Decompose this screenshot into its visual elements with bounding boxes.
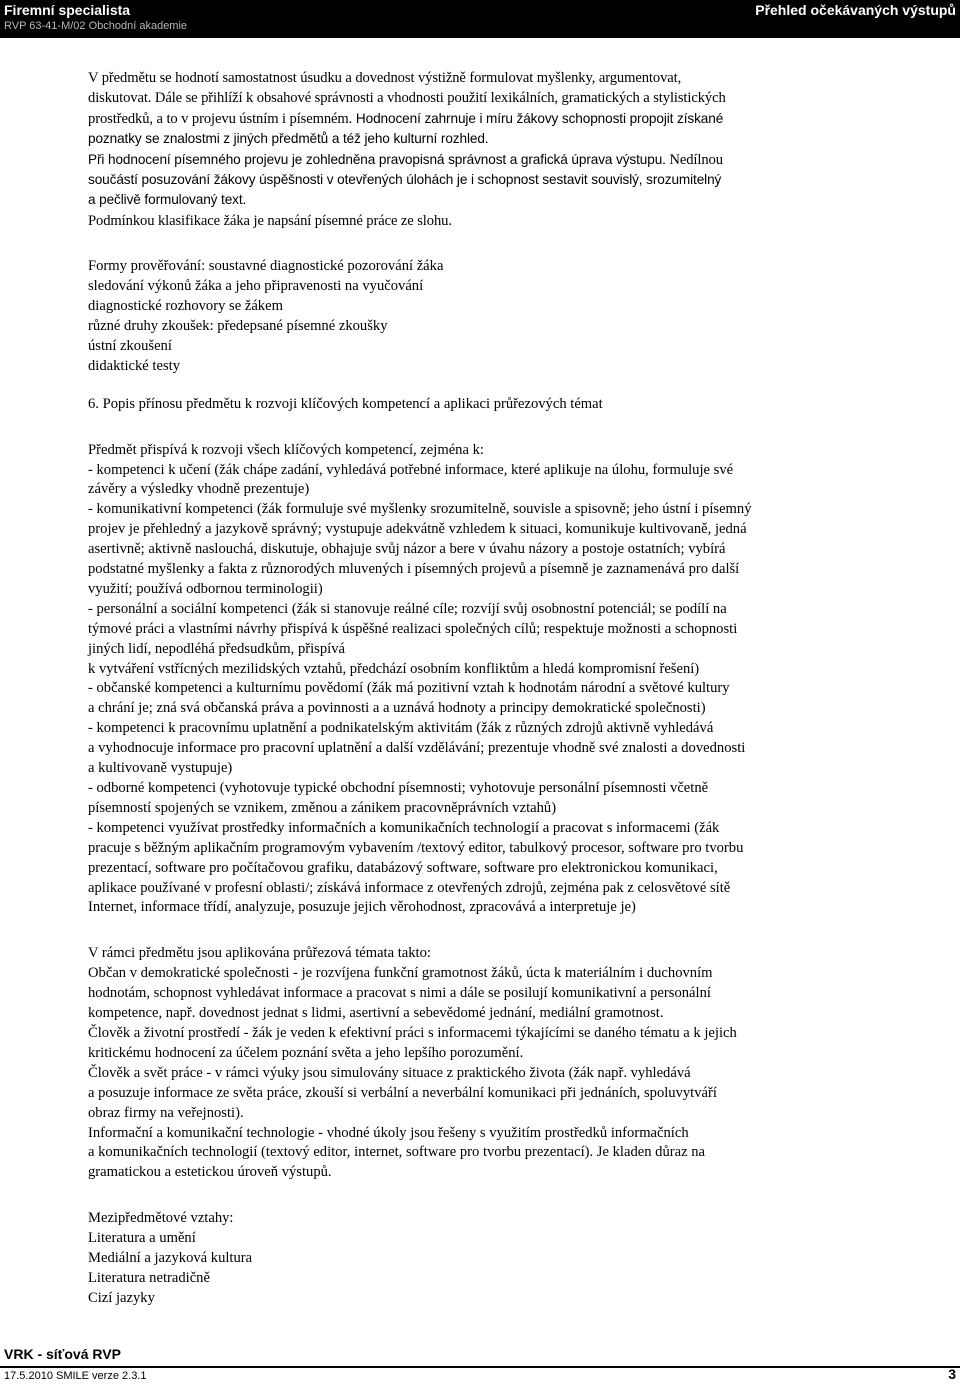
list-item: Cizí jazyky xyxy=(88,1289,155,1306)
text-line: V předmětu se hodnotí samostatnost úsudku a dovednost výstižně formulovat myšlenky, argumentovat, xyxy=(88,70,682,86)
text-line: pracuje s běžným aplikačním programovým vybavením /textový editor, tabulkový procesor, software pro tvorbu xyxy=(88,839,744,856)
footer-divider xyxy=(0,1366,960,1368)
text-line: - personální a sociální kompetenci (žák si stanovuje reálné cíle; rozvíjí svůj osobnostní potenciál; se podílí na xyxy=(88,600,727,617)
text-line: Internet, informace třídí, analyzuje, posuzuje jejich věrohodnost, zpracovává a interpretuje je) xyxy=(88,899,636,916)
text-line: kompetence, např. dovednost jednat s lidmi, asertivní a sebevědomé jednání, mediální gramotnost. xyxy=(88,1005,664,1022)
text-line: Občan v demokratické společnosti - je rozvíjena funkční gramotnost žáků, úcta k materiálním i duchovním xyxy=(88,965,713,982)
list-item: Formy prověřování: soustavné diagnostické pozorování žáka xyxy=(88,258,444,275)
footer-title: VRK - síťová RVP xyxy=(4,1346,121,1362)
assessment-forms xyxy=(88,257,878,376)
list-item: Literatura a umění xyxy=(88,1230,196,1247)
text-line: Podmínkou klasifikace žáka je napsání písemné práce ze slohu. xyxy=(88,212,452,229)
text-line: k vytváření vstřícných mezilidských vztahů, předchází osobním konfliktům a hledá kompromisní řešení) xyxy=(88,660,700,677)
text-line: Člověk a svět práce - v rámci výuky jsou simulovány situace z praktického života (žák např. vyhledává xyxy=(88,1064,691,1081)
list-item: didaktické testy xyxy=(88,357,180,374)
text-line: - kompetenci využívat prostředky informačních a komunikačních technologií a pracovat s informacemi (žák xyxy=(88,819,720,836)
text-line: a chrání je; zná svá občanská práva a povinnosti a a uznává hodnoty a principy demokratické společnosti) xyxy=(88,700,706,717)
text-line: podstatné myšlenky a fakta z různorodých mluvených i písemných projevů a písemně je zaznamenává pro další xyxy=(88,561,740,578)
competences-paragraph xyxy=(88,441,878,919)
text-segment: Hodnocení zahrnuje i míru žákovy schopnosti propojit získané xyxy=(352,110,724,126)
text-line: - odborné kompetenci (vyhotovuje typické obchodní písemnosti; vyhotovuje personální písemnosti včetně xyxy=(88,780,709,796)
text-line: a vyhodnocuje informace pro pracovní uplatnění a další vzdělávání; prezentuje vhodně své znalosti a dovednosti xyxy=(88,740,746,757)
text-line: a kultivovaně vystupuje) xyxy=(88,760,233,777)
text-line: - kompetenci k pracovnímu uplatnění a podnikatelským aktivitám (žák z různých zdrojů aktivně vyhledává xyxy=(88,720,714,737)
text-line: diskutovat. Dále se přihlíží k obsahové správnosti a vhodnosti použití lexikálních, gramatických a stylistických xyxy=(88,90,726,107)
text-line: Mezipředmětové vztahy: xyxy=(88,1210,234,1227)
text-line: kritickému hodnocení za účelem poznání světa a jeho lepšího porozumění. xyxy=(88,1044,524,1061)
text-line: písemností spojených se vznikem, změnou a zánikem pracovněprávních vztahů) xyxy=(88,799,557,816)
section-heading: 6. Popis přínosu předmětu k rozvoji klíčových kompetencí a aplikaci průřezových témat xyxy=(88,395,603,412)
text-line: asertivně; aktivně naslouchá, diskutuje, obhajuje svůj názor a bere v úvahu názory a postoje ostatních; vybírá xyxy=(88,541,726,558)
text-line: aplikace používané v profesní oblasti/; získává informace z otevřených zdrojů, zejména pak z celosvětové sítě xyxy=(88,879,731,896)
text-line: projev je přehledný a jazykově správný; vystupuje adekvátně vzhledem k situaci, komunikuje kultivovaně, jedná xyxy=(88,521,747,538)
text-line: závěry a výsledky vhodně prezentuje) xyxy=(88,481,310,498)
cross-curricular-themes xyxy=(88,944,878,1183)
text-line: hodnotám, schopnost vyhledávat informace a pracovat s nimi a dále se posilují komunikativní a personální xyxy=(88,985,711,1002)
list-item: Mediální a jazyková kultura xyxy=(88,1250,253,1267)
text-line: týmové práci a vlastními návrhy přispívá k úspěšné realizaci společných cílů; respektuje možnosti a schopnosti xyxy=(88,620,738,637)
header-bar xyxy=(0,0,960,38)
document-body xyxy=(88,68,878,1309)
text-line: prezentací, software pro počítačovou grafiku, databázový software, software pro elektronickou komunikaci, xyxy=(88,859,718,876)
text-line: součástí posuzování žákovy úspěšnosti v otevřených úlohách je i schopnost sestavit souvislý, srozumitelný xyxy=(88,172,722,188)
text-line: poznatky se znalostmi z jiných předmětů a též jeho kulturní rozhled. xyxy=(88,131,489,147)
list-item: diagnostické rozhovory se žákem xyxy=(88,298,283,315)
list-item: různé druhy zkoušek: předepsané písemné zkoušky xyxy=(88,317,388,334)
text-line: a komunikačních technologií (textový editor, internet, software pro tvorbu prezentací). Je kladen důraz na xyxy=(88,1144,705,1161)
text-segment: Při hodnocení písemného projevu je zohledněna pravopisná správnost a grafická úprava výstupu. xyxy=(88,151,666,167)
text-segment: prostředků, a to v projevu ústním i písemném. xyxy=(88,110,353,127)
header-title: Firemní specialista xyxy=(4,2,131,18)
text-line: gramatickou a estetickou úroveň výstupů. xyxy=(88,1164,332,1181)
list-item: Literatura netradičně xyxy=(88,1269,210,1286)
page-number: 3 xyxy=(948,1366,956,1382)
text-line: obraz firmy na veřejnosti). xyxy=(88,1104,244,1121)
list-item: sledování výkonů žáka a jeho připravenosti na vyučování xyxy=(88,278,424,295)
text-line: Informační a komunikační technologie - vhodné úkoly jsou řešeny s využitím prostředků informačních xyxy=(88,1124,689,1141)
text-line: - komunikativní kompetenci (žák formuluje své myšlenky srozumitelně, souvisle a spisovně; jeho ústní i písemný xyxy=(88,501,752,518)
text-line: a pečlivě formulovaný text. xyxy=(88,192,247,208)
text-line: Člověk a životní prostředí - žák je veden k efektivní práci s informacemi týkajícími se daného tématu a k jejich xyxy=(88,1024,737,1041)
text-line: - kompetenci k učení (žák chápe zadání, vyhledává potřebné informace, které aplikuje na úlohu, formuluje své xyxy=(88,461,734,478)
text-line: jiných lidí, nepodléhá předsudkům, přispívá xyxy=(88,640,345,657)
text-line: Předmět přispívá k rozvoji všech klíčových kompetencí, zejména k: xyxy=(88,441,484,458)
text-line xyxy=(88,150,878,170)
text-line: - občanské kompetenci a kulturnímu povědomí (žák má pozitivní vztah k hodnotám národní a světové kultury xyxy=(88,680,730,697)
text-segment: Nedílnou xyxy=(665,151,723,168)
subject-relations xyxy=(88,1209,878,1309)
list-item: ústní zkoušení xyxy=(88,337,172,354)
header-subtitle: RVP 63-41-M/02 Obchodní akademie xyxy=(4,20,188,32)
text-line xyxy=(88,109,878,129)
header-section-title: Přehled očekávaných výstupů xyxy=(755,2,956,18)
text-line: V rámci předmětu jsou aplikována průřezová témata takto: xyxy=(88,945,431,962)
evaluation-paragraph xyxy=(88,68,878,231)
text-line: a posuzuje informace ze světa práce, zkouší si verbální a neverbální komunikaci při jednáních, spoluvytváří xyxy=(88,1084,717,1101)
text-line: využití; používá odbornou terminologii) xyxy=(88,580,323,597)
footer-date: 17.5.2010 SMILE verze 2.3.1 xyxy=(4,1370,147,1382)
